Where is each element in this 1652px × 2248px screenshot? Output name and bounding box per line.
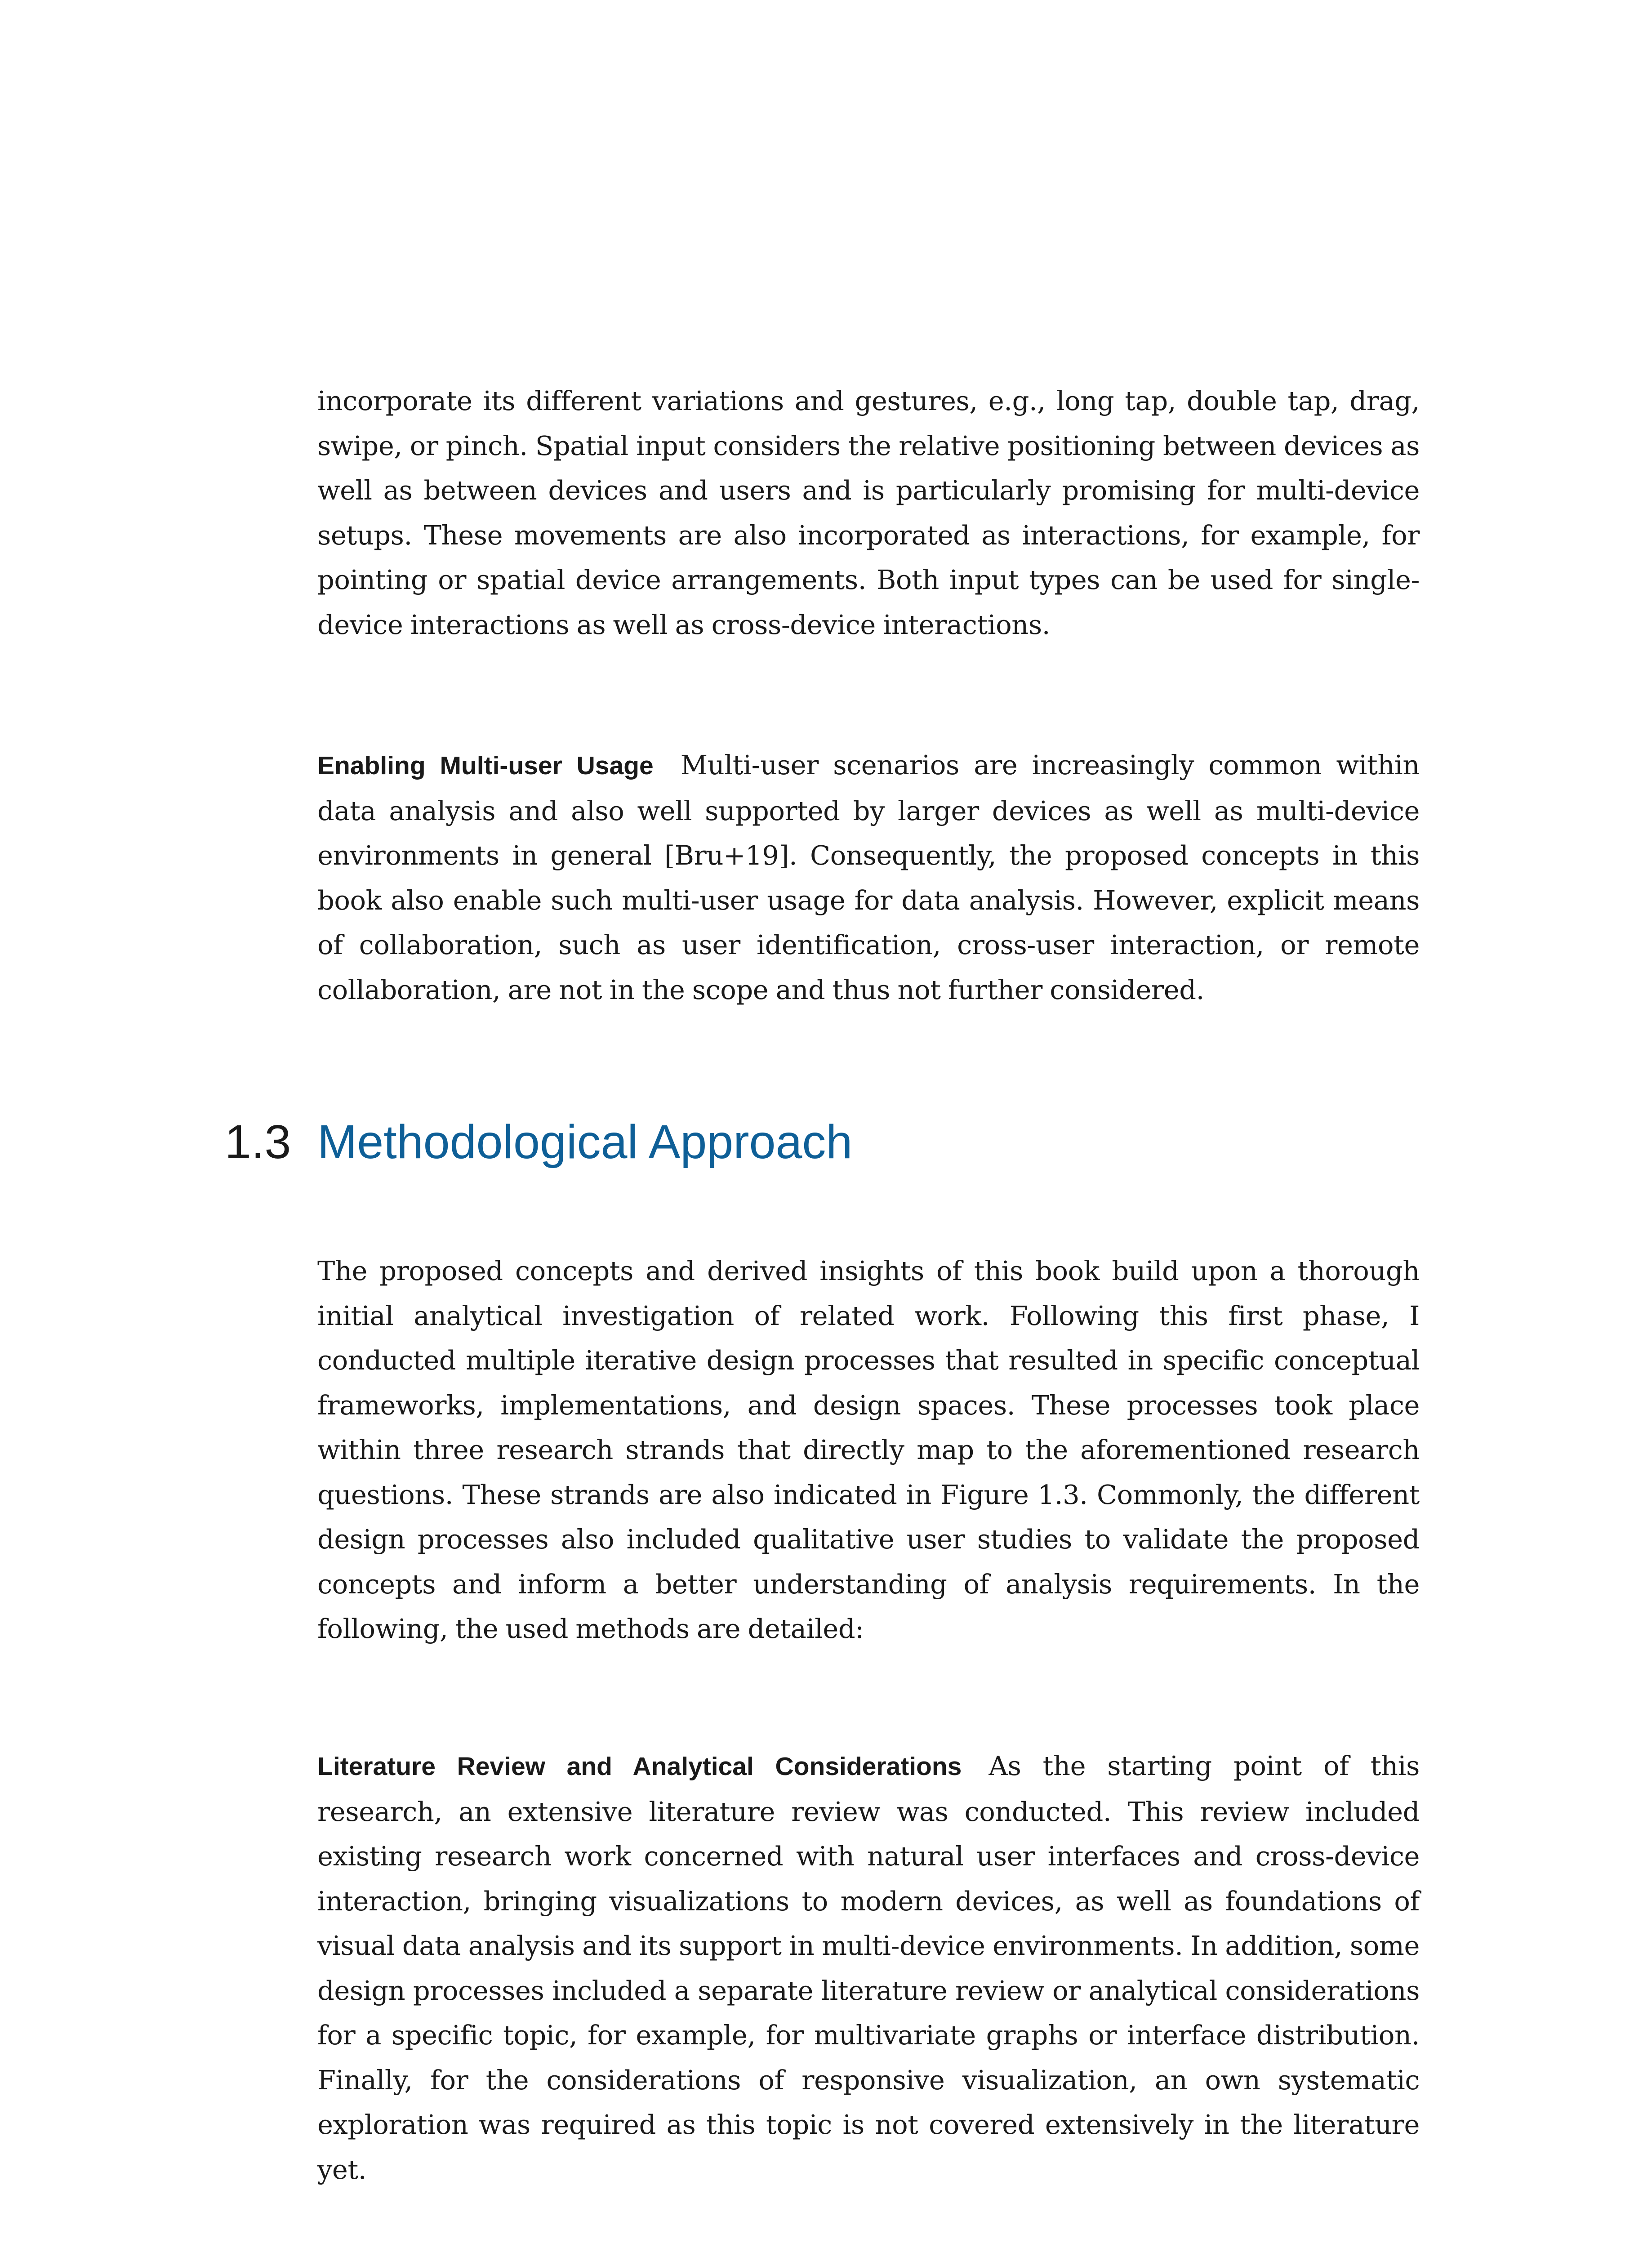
paragraph-input-types — [317, 379, 1420, 647]
paragraph-text: incorporate its different variations and gestures, e.g., long tap, double tap, drag, swipe, or pinch. Spatial input considers the relative positioning between devices as well as between devices and users and is particularly promising for multi-device setups. These movements are also incorporated as interactions, for example, for pointing or spatial device arrangements. Both input types can be used for single-device interactions as well as cross-device interactions. — [317, 385, 1420, 640]
paragraph-text: Multi-user scenarios are increasingly common within data analysis and also well supported by larger devices as well as multi-device environments in general [Bru+19]. Consequently, the proposed concepts in this book also enable such multi-user usage for data analysis. However, explicit means of collaboration, such as user identification, cross-user interaction, or remote collaboration, are not in the scope and thus not further considered. — [317, 749, 1420, 1005]
section-title: Methodological Approach — [317, 1115, 853, 1169]
paragraph-text: The proposed concepts and derived insights of this book build upon a thorough initial analytical investigation of related work. Following this first phase, I conducted multiple iterative design processes that resulted in specific conceptual frameworks, implementations, and design spaces. These processes took place within three research strands that directly map to the aforementioned research questions. These strands are also indicated in Figure 1.3. Commonly, the different design processes also included qualitative user studies to validate the proposed concepts and inform a better understanding of analysis requirements. In the following, the used methods are detailed: — [317, 1255, 1420, 1644]
paragraph-literature-review — [317, 1744, 1420, 2192]
section-number: 1.3 — [225, 1115, 291, 1169]
paragraph-multi-user-usage — [317, 743, 1420, 1012]
paragraph-methodology-intro — [317, 1249, 1420, 1651]
paragraph-heading: Enabling Multi-user Usage — [317, 751, 654, 780]
paragraph-heading: Literature Review and Analytical Considerations — [317, 1752, 962, 1781]
paragraph-text: As the starting point of this research, an extensive literature review was conducted. This review included existing research work concerned with natural user interfaces and cross-device interaction, bringing visualizations to modern devices, as well as foundations of visual data analysis and its support in multi-device environments. In addition, some design processes included a separate literature review or analytical considerations for a specific topic, for example, for multivariate graphs or interface distribution. Finally, for the considerations of responsive visualization, an own systematic exploration was required as this topic is not covered extensively in the literature yet. — [317, 1750, 1420, 2185]
section-heading — [225, 1113, 852, 1171]
